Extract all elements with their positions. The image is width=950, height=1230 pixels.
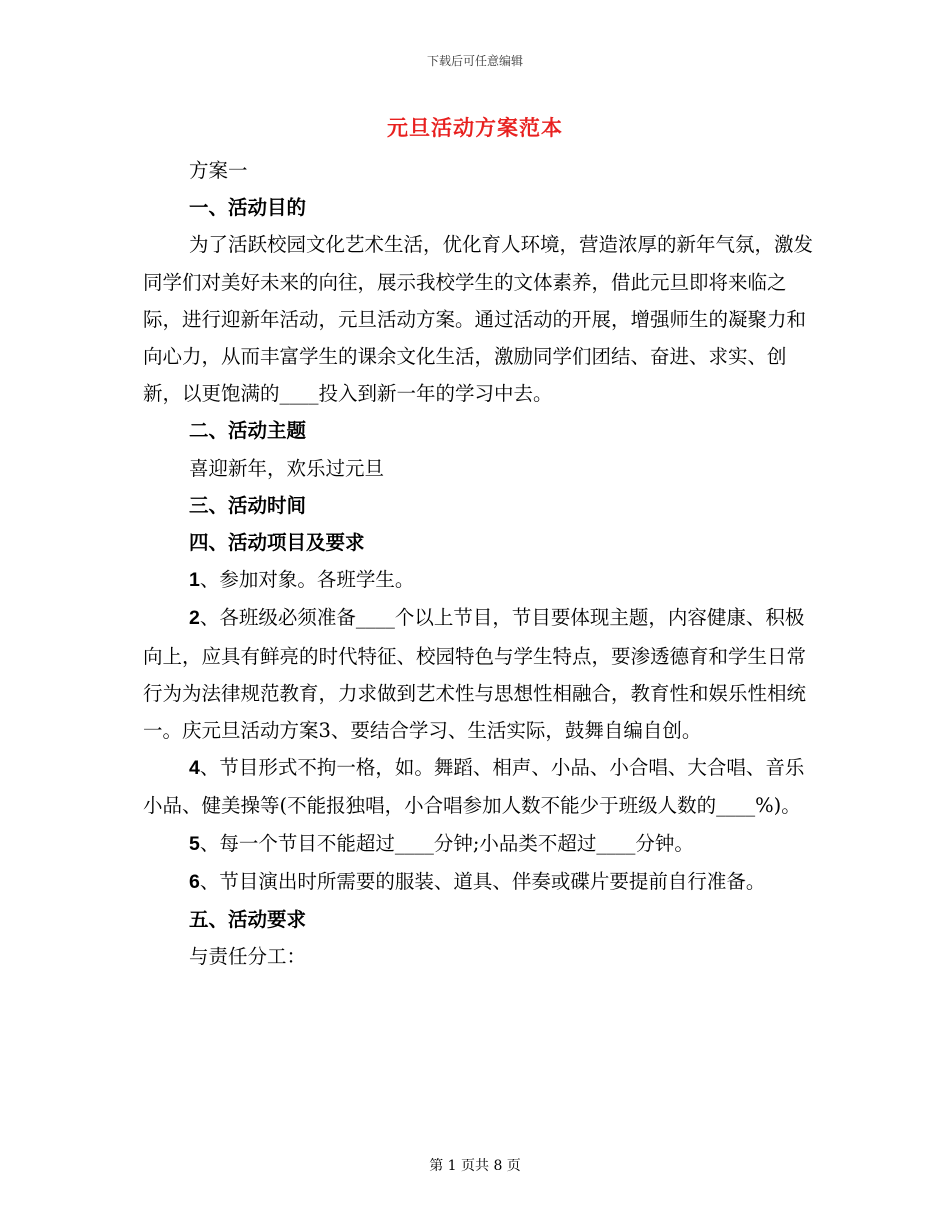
section-body-requirements: 与责任分工： — [189, 945, 307, 969]
list-item-text: 、每一个节目不能超过____分钟;小品类不超过____分钟。 — [199, 831, 694, 855]
list-item-number: 2 — [189, 607, 200, 630]
document-body — [143, 152, 823, 975]
list-item-text: 、各班级必须准备____个以上节目，节目要体现主题，内容健康、积极向上，应具有鲜亮的时代特征、校园特色与学生特点，要渗透德育和学生日常行为为法律规范教育，力求做到艺术性与思想性相融合，教育性和娱乐性相统一。庆元旦活动方案3、要结合学习、生活实际，鼓舞自编自创。 — [143, 606, 807, 743]
section-body-theme: 喜迎新年，欢乐过元旦 — [189, 456, 385, 480]
page-header: 下载后可任意编辑 — [426, 54, 523, 68]
list-item-number: 6 — [189, 870, 200, 893]
section-heading-requirements: 五、活动要求 — [189, 908, 307, 932]
list-item-text: 、参加对象。各班学生。 — [199, 568, 415, 592]
section-heading-time: 三、活动时间 — [189, 493, 307, 517]
list-item-text: 、节目演出时所需要的服装、道具、伴奏或碟片要提前自行准备。 — [199, 869, 766, 893]
document-title: 元旦活动方案范本 — [387, 115, 563, 140]
section-heading-items: 四、活动项目及要求 — [189, 531, 365, 555]
list-item — [143, 863, 823, 901]
section-body-purpose: 为了活跃校园文化艺术生活，优化育人环境，营造浓厚的新年气氛，激发同学们对美好未来的向往，展示我校学生的文体素养，借此元旦即将来临之际，进行迎新年活动，元旦活动方案。通过活动的开展，增强师生的凝聚力和向心力，从而丰富学生的课余文化生活，激励同学们团结、奋进、求实、创新，以更饱满的____投入到新一年的学习中去。 — [143, 233, 814, 406]
section-heading-theme: 二、活动主题 — [189, 419, 307, 443]
list-item-number: 4 — [189, 757, 200, 780]
plan-label: 方案一 — [189, 159, 248, 182]
list-item — [143, 825, 823, 863]
list-item-number: 5 — [189, 832, 200, 855]
list-item-number: 1 — [189, 569, 200, 592]
list-item — [143, 561, 823, 599]
list-item — [143, 599, 823, 749]
page-indicator: 第 1 页共 8 页 — [429, 1158, 521, 1174]
list-item-text: 、节目形式不拘一格，如。舞蹈、相声、小品、小合唱、大合唱、音乐小品、健美操等(不能报独唱，小合唱参加人数不能少于班级人数的____%)。 — [143, 756, 805, 818]
list-item — [143, 749, 823, 824]
section-heading-purpose: 一、活动目的 — [189, 196, 307, 220]
